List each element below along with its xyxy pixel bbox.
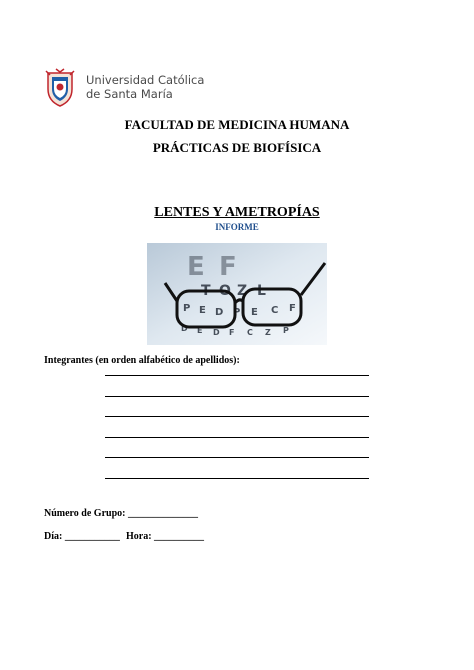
document-title: LENTES Y AMETROPÍAS	[154, 205, 320, 220]
members-label: Integrantes (en orden alfabético de apellidos):	[44, 355, 240, 366]
eye-chart-letter: F	[229, 328, 235, 337]
eye-chart-letter: C	[271, 305, 279, 316]
member-line[interactable]	[105, 396, 369, 397]
eye-chart-letter: P	[183, 303, 191, 314]
eye-chart-letter: F	[219, 252, 237, 282]
eye-chart-letter: Z	[237, 283, 248, 299]
day-field: Día: ___________	[44, 531, 120, 542]
eye-chart-letter: O	[219, 283, 231, 299]
faculty-heading: FACULTAD DE MEDICINA HUMANA	[124, 117, 350, 132]
eye-chart-letter: P	[283, 326, 289, 335]
member-line[interactable]	[105, 457, 369, 458]
course-heading: PRÁCTICAS DE BIOFÍSICA	[152, 140, 322, 155]
university-crest-icon	[44, 67, 76, 107]
eye-chart-letter: L	[257, 283, 266, 299]
university-name-line1: Universidad Católica	[86, 73, 205, 87]
member-line[interactable]	[105, 416, 369, 417]
eye-chart-glasses-image	[147, 243, 327, 345]
eye-chart-letter: E	[251, 307, 258, 318]
eye-chart-letter: D	[213, 328, 220, 337]
eye-chart-letter: Z	[265, 328, 271, 337]
eye-chart-letter: D	[181, 324, 188, 333]
eye-chart-letter: E	[187, 252, 205, 282]
university-name-line2: de Santa María	[86, 87, 173, 101]
hour-field: Hora: __________	[126, 531, 205, 542]
university-name	[86, 73, 204, 101]
member-line[interactable]	[105, 437, 369, 438]
eye-chart-letter: C	[247, 328, 253, 337]
member-line[interactable]	[105, 478, 369, 479]
eye-chart-letter: E	[197, 326, 203, 335]
member-line[interactable]	[105, 375, 369, 376]
eye-chart-letter: P	[233, 307, 241, 318]
group-number-field: Número de Grupo: ______________	[44, 508, 198, 519]
eye-chart-letter: E	[199, 305, 206, 316]
eye-chart-letter: F	[289, 303, 296, 314]
eye-chart-letter: T	[201, 283, 211, 299]
eye-chart-letter: D	[215, 307, 224, 318]
university-logo	[44, 67, 204, 107]
document-subtitle: INFORME	[215, 222, 259, 232]
